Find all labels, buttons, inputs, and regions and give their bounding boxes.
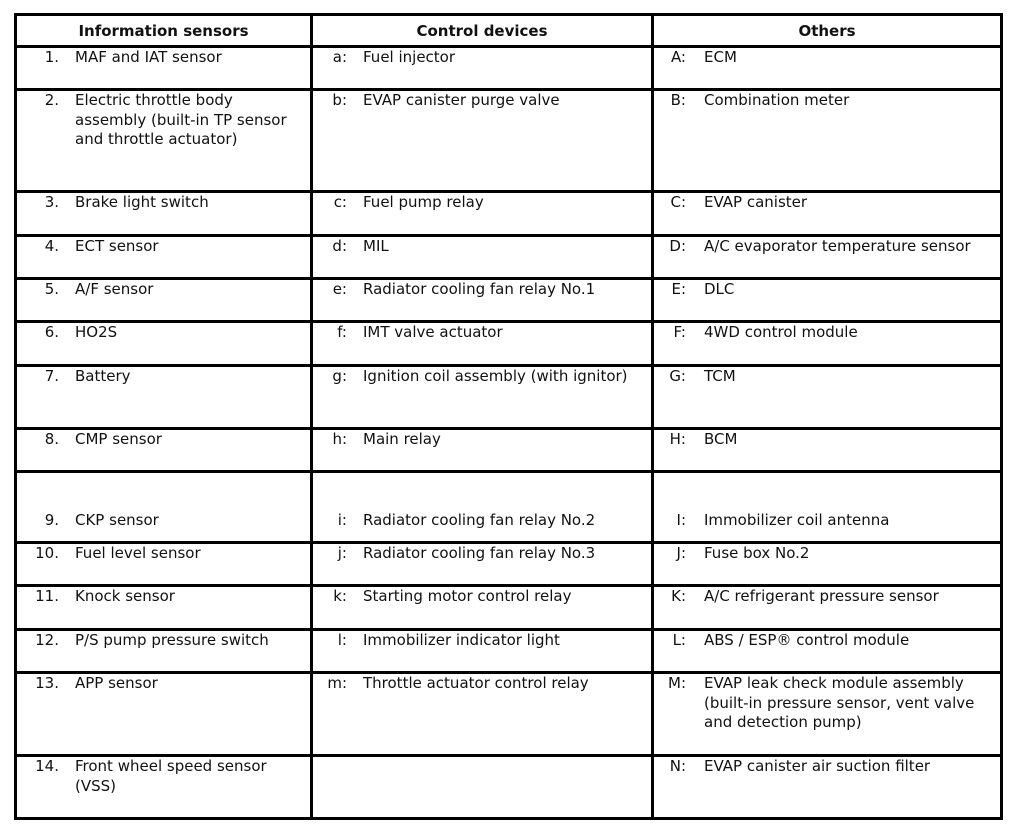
control-letter: h: — [332, 430, 347, 448]
sensor-number: 14. — [35, 757, 59, 775]
header-control-devices: Control devices — [312, 15, 653, 47]
other-name: 4WD control module — [704, 323, 858, 341]
sensor-number: 8. — [44, 430, 59, 448]
sensor-cell — [16, 279, 312, 322]
table-row — [16, 543, 1002, 586]
other-cell — [653, 429, 1002, 472]
sensor-number: 12. — [35, 631, 59, 649]
table-row — [16, 673, 1002, 756]
control-letter: a: — [332, 48, 347, 66]
control-cell — [312, 366, 653, 429]
other-cell — [653, 90, 1002, 192]
other-letter: N: — [669, 757, 686, 775]
sensor-name: MAF and IAT sensor — [75, 48, 222, 66]
sensor-name: Battery — [75, 367, 131, 385]
sensor-number: 7. — [44, 367, 59, 385]
other-letter: A: — [670, 48, 686, 66]
control-cell — [312, 586, 653, 630]
control-letter: l: — [337, 631, 347, 649]
table-row — [16, 586, 1002, 630]
other-name: ECM — [704, 48, 737, 66]
component-table — [14, 13, 1003, 820]
control-letter: j: — [337, 544, 347, 562]
control-name: Starting motor control relay — [363, 587, 572, 605]
sensor-cell — [16, 472, 312, 543]
other-cell — [653, 630, 1002, 673]
sensor-cell — [16, 236, 312, 279]
other-name: Fuse box No.2 — [704, 544, 810, 562]
control-letter: k: — [333, 587, 347, 605]
other-letter: H: — [669, 430, 686, 448]
sensor-name: A/F sensor — [75, 280, 154, 298]
control-name: Main relay — [363, 430, 441, 448]
other-letter: K: — [671, 587, 686, 605]
sensor-number: 6. — [44, 323, 59, 341]
sensor-name: P/S pump pressure switch — [75, 631, 269, 649]
other-letter: B: — [670, 91, 686, 109]
control-name: EVAP canister purge valve — [363, 91, 560, 109]
other-letter: G: — [669, 367, 686, 385]
sensor-cell — [16, 192, 312, 236]
other-name: A/C evaporator temperature sensor — [704, 237, 971, 255]
table-row — [16, 429, 1002, 472]
control-cell — [312, 192, 653, 236]
other-letter: J: — [676, 544, 686, 562]
sensor-cell — [16, 322, 312, 366]
other-letter: E: — [671, 280, 686, 298]
control-name: Fuel injector — [363, 48, 456, 66]
control-cell — [312, 279, 653, 322]
other-name: TCM — [704, 367, 736, 385]
control-letter: g: — [332, 367, 347, 385]
table-row — [16, 47, 1002, 90]
other-letter: M: — [668, 674, 686, 692]
control-name: Fuel pump relay — [363, 193, 484, 211]
control-letter: f: — [337, 323, 347, 341]
other-cell — [653, 586, 1002, 630]
control-name: MIL — [363, 237, 389, 255]
sensor-number: 10. — [35, 544, 59, 562]
sensor-name: Fuel level sensor — [75, 544, 201, 562]
table-row — [16, 192, 1002, 236]
sensor-name: Front wheel speed sensor (VSS) — [75, 757, 267, 795]
control-letter: c: — [333, 193, 347, 211]
sensor-name: CKP sensor — [75, 511, 159, 529]
control-name: Immobilizer indicator light — [363, 631, 560, 649]
sensor-number: 3. — [44, 193, 59, 211]
sensor-name: Brake light switch — [75, 193, 209, 211]
header-row — [16, 15, 1002, 47]
other-cell — [653, 322, 1002, 366]
control-cell — [312, 90, 653, 192]
other-letter: F: — [673, 323, 686, 341]
control-name: IMT valve actuator — [363, 323, 503, 341]
control-letter: d: — [332, 237, 347, 255]
sensor-number: 4. — [44, 237, 59, 255]
control-letter: i: — [337, 511, 347, 529]
sensor-name: APP sensor — [75, 674, 158, 692]
other-name: EVAP leak check module assembly (built-in pressure sensor, vent valve and detection pump) — [704, 674, 975, 731]
other-letter: I: — [676, 511, 686, 529]
sensor-name: HO2S — [75, 323, 118, 341]
other-cell — [653, 756, 1002, 819]
sensor-cell — [16, 586, 312, 630]
other-name: EVAP canister air suction filter — [704, 757, 931, 775]
table-row — [16, 630, 1002, 673]
other-letter: D: — [669, 237, 686, 255]
control-name: Radiator cooling fan relay No.1 — [363, 280, 596, 298]
sensor-number: 11. — [35, 587, 59, 605]
other-cell — [653, 673, 1002, 756]
other-name: BCM — [704, 430, 738, 448]
table-row — [16, 279, 1002, 322]
other-cell — [653, 279, 1002, 322]
other-cell — [653, 192, 1002, 236]
other-cell — [653, 47, 1002, 90]
header-others: Others — [653, 15, 1002, 47]
control-letter: b: — [332, 91, 347, 109]
other-name: Combination meter — [704, 91, 850, 109]
sensor-cell — [16, 429, 312, 472]
control-cell-empty — [312, 756, 653, 819]
control-name: Radiator cooling fan relay No.3 — [363, 544, 596, 562]
control-cell — [312, 472, 653, 543]
control-name: Throttle actuator control relay — [363, 674, 589, 692]
table-row — [16, 756, 1002, 819]
sensor-number: 9. — [44, 511, 59, 529]
other-name: A/C refrigerant pressure sensor — [704, 587, 939, 605]
other-name: EVAP canister — [704, 193, 808, 211]
sensor-name: Electric throttle body assembly (built-in TP sensor and throttle actuator) — [75, 91, 287, 148]
control-cell — [312, 673, 653, 756]
component-table-wrapper — [14, 13, 1000, 820]
control-name: Radiator cooling fan relay No.2 — [363, 511, 596, 529]
control-letter: m: — [327, 674, 347, 692]
control-letter: e: — [332, 280, 347, 298]
table-row — [16, 472, 1002, 543]
other-cell — [653, 236, 1002, 279]
control-cell — [312, 47, 653, 90]
sensor-number: 1. — [44, 48, 59, 66]
control-cell — [312, 630, 653, 673]
sensor-cell — [16, 756, 312, 819]
header-information-sensors: Information sensors — [16, 15, 312, 47]
sensor-name: ECT sensor — [75, 237, 159, 255]
sensor-name: CMP sensor — [75, 430, 162, 448]
table-row — [16, 236, 1002, 279]
sensor-number: 13. — [35, 674, 59, 692]
sensor-cell — [16, 630, 312, 673]
other-name: ABS / ESP® control module — [704, 631, 910, 649]
control-cell — [312, 543, 653, 586]
control-name: Ignition coil assembly (with ignitor) — [363, 367, 628, 385]
sensor-cell — [16, 47, 312, 90]
sensor-number: 2. — [44, 91, 59, 109]
other-name: DLC — [704, 280, 735, 298]
other-cell — [653, 366, 1002, 429]
control-cell — [312, 236, 653, 279]
table-row — [16, 90, 1002, 192]
sensor-cell — [16, 366, 312, 429]
other-letter: C: — [670, 193, 686, 211]
table-row — [16, 366, 1002, 429]
control-cell — [312, 322, 653, 366]
table-row — [16, 322, 1002, 366]
sensor-cell — [16, 543, 312, 586]
other-name: Immobilizer coil antenna — [704, 511, 890, 529]
control-cell — [312, 429, 653, 472]
sensor-cell — [16, 90, 312, 192]
sensor-cell — [16, 673, 312, 756]
other-letter: L: — [672, 631, 686, 649]
sensor-number: 5. — [44, 280, 59, 298]
sensor-name: Knock sensor — [75, 587, 175, 605]
other-cell — [653, 543, 1002, 586]
other-cell — [653, 472, 1002, 543]
